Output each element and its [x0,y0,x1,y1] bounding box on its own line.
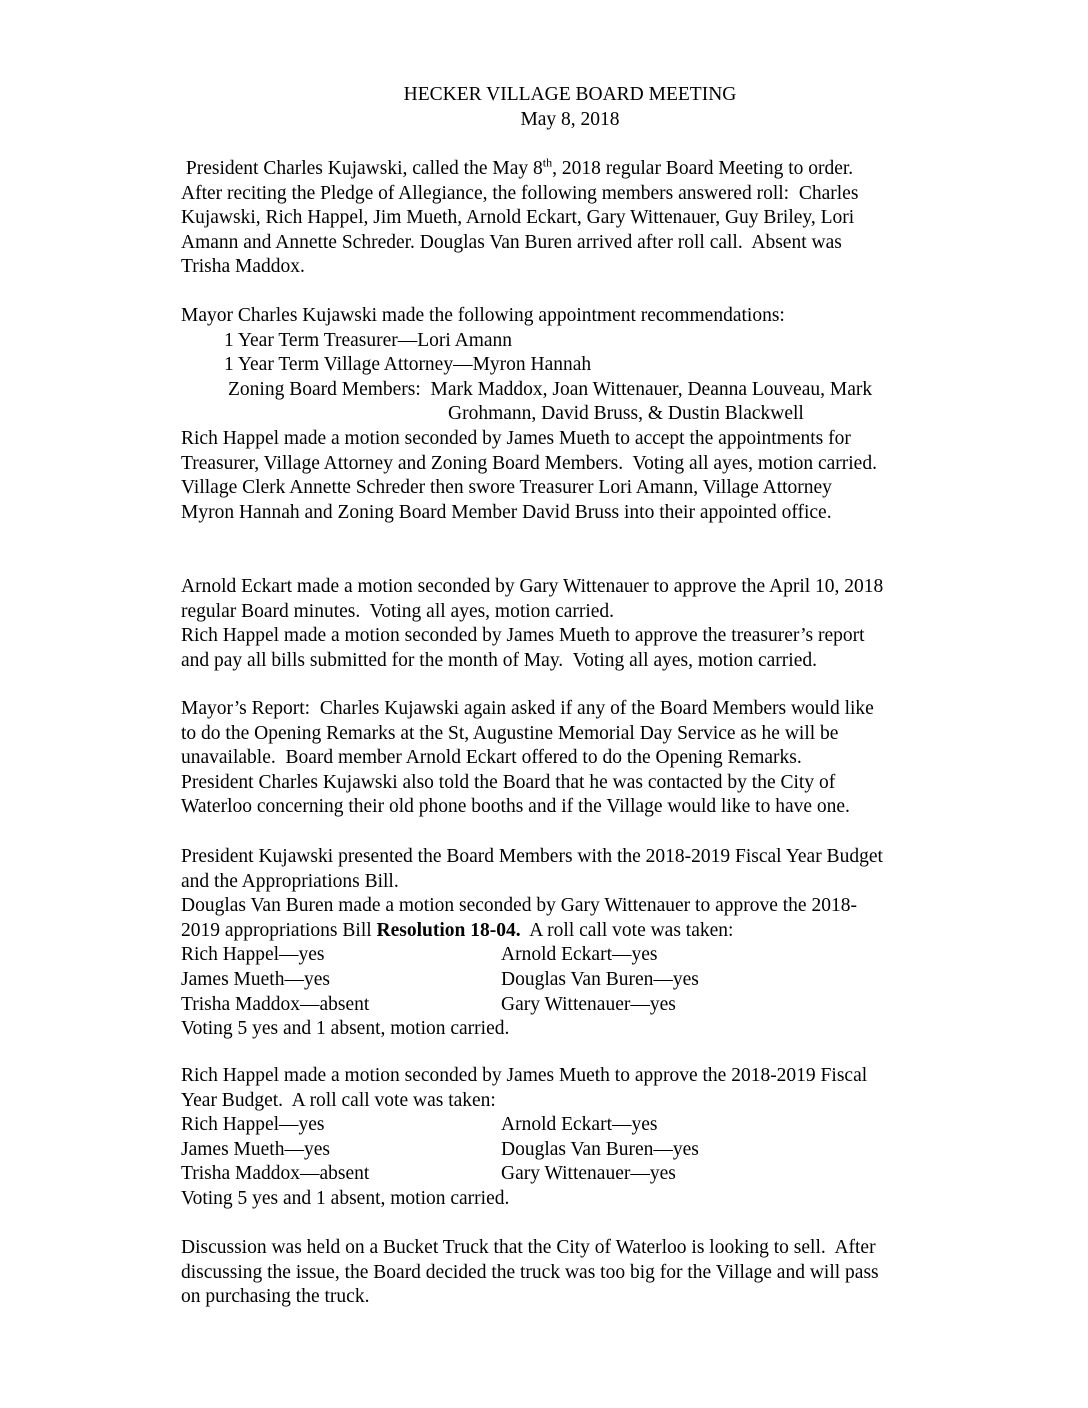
text-line: Discussion was held on a Bucket Truck that the City of Waterloo is looking to sell. After [181,1237,876,1258]
document-title: HECKER VILLAGE BOARD MEETING [403,84,737,105]
vote-result: Voting 5 yes and 1 absent, motion carried. [181,1187,510,1209]
paragraph-treasurer-report [181,624,981,673]
vote-result: Voting 5 yes and 1 absent, motion carried. [181,1018,510,1040]
meeting-date: May 8, 2018 [520,108,620,130]
text-line: unavailable. Board member Arnold Eckart offered to do the Opening Remarks. [181,747,802,769]
paragraph-budget [181,1064,981,1212]
text-line [181,919,981,944]
resolution-number: Resolution 18-04. [376,919,521,941]
superscript: th [542,155,553,170]
text-line: Trisha Maddox. [181,256,305,278]
appointment-item: 1 Year Term Village Attorney—Myron Hannah [224,354,592,376]
vote-row [181,968,981,993]
vote-left: Rich Happel—yes [181,944,325,966]
text-line: and the Appropriations Bill. [181,870,399,892]
text-line: Treasurer, Village Attorney and Zoning Board Members. Voting all ayes, motion carried. [181,452,877,474]
vote-row [181,1113,981,1138]
text-line: to do the Opening Remarks at the St, Augustine Memorial Day Service as he will be [181,722,839,744]
paragraph-appropriations [181,845,981,1042]
text-line: After reciting the Pledge of Allegiance, the following members answered roll: Charles [181,182,859,204]
text-line: discussing the issue, the Board decided the truck was too big for the Village and will pass [181,1261,879,1283]
appointment-item-continued: Grohmann, David Bruss, & Dustin Blackwell [448,403,804,425]
text-line: Kujawski, Rich Happel, Jim Mueth, Arnold Eckart, Gary Wittenauer, Guy Briley, Lori [181,207,855,229]
vote-left: James Mueth—yes [181,1138,330,1160]
vote-row [181,1162,981,1187]
paragraph-minutes-approval [181,575,981,624]
text-line: Rich Happel made a motion seconded by James Mueth to accept the appointments for [181,427,851,449]
paragraph-appointments [181,304,981,525]
text-line: Mayor Charles Kujawski made the following appointment recommendations: [181,305,785,326]
vote-left: Trisha Maddox—absent [181,1163,370,1185]
text-line: Rich Happel made a motion seconded by James Mueth to approve the treasurer’s report [181,625,865,646]
vote-row [181,1138,981,1163]
text-line: Waterloo concerning their old phone booths and if the Village would like to have one. [181,796,850,818]
vote-right: Douglas Van Buren—yes [501,968,699,990]
vote-left: Rich Happel—yes [181,1114,325,1136]
text-line: Rich Happel made a motion seconded by James Mueth to approve the 2018-2019 Fiscal [181,1065,868,1086]
text-span: , 2018 regular Board Meeting to order. [552,158,854,179]
vote-left: Trisha Maddox—absent [181,993,370,1015]
text-line: Arnold Eckart made a motion seconded by Gary Wittenauer to approve the April 10, 2018 [181,576,884,597]
text-line: President Kujawski presented the Board Members with the 2018-2019 Fiscal Year Budget [181,846,883,867]
appointment-item: Zoning Board Members: Mark Maddox, Joan Wittenauer, Deanna Louveau, Mark [228,378,873,400]
text-line [181,157,981,182]
document-header [0,83,1088,132]
vote-right: Douglas Van Buren—yes [501,1138,699,1160]
vote-row [181,943,981,968]
text-line: Myron Hannah and Zoning Board Member David Bruss into their appointed office. [181,501,832,523]
text-span: 2019 appropriations Bill [181,919,377,941]
vote-left: James Mueth—yes [181,968,330,990]
text-line: Village Clerk Annette Schreder then swore Treasurer Lori Amann, Village Attorney [181,477,832,499]
text-line: regular Board minutes. Voting all ayes, motion carried. [181,600,615,622]
paragraph-call-to-order [181,157,981,280]
vote-right: Arnold Eckart—yes [501,944,658,966]
vote-right: Gary Wittenauer—yes [501,993,676,1015]
text-span: A roll call vote was taken: [520,919,734,941]
text-line: President Charles Kujawski also told the Board that he was contacted by the City of [181,771,836,793]
paragraph-bucket-truck [181,1236,981,1310]
text-line: Amann and Annette Schreder. Douglas Van Buren arrived after roll call. Absent was [181,231,842,253]
text-line: Douglas Van Buren made a motion seconded by Gary Wittenauer to approve the 2018- [181,895,857,917]
text-line: and pay all bills submitted for the month of May. Voting all ayes, motion carried. [181,649,817,671]
vote-row [181,993,981,1018]
text-line: Mayor’s Report: Charles Kujawski again asked if any of the Board Members would like [181,698,874,719]
text-span: President Charles Kujawski, called the May 8 [181,158,543,179]
paragraph-mayors-report [181,697,981,820]
appointment-item: 1 Year Term Treasurer—Lori Amann [224,329,513,351]
text-line: on purchasing the truck. [181,1286,370,1308]
text-line: Year Budget. A roll call vote was taken: [181,1089,496,1111]
vote-right: Arnold Eckart—yes [501,1114,658,1136]
vote-right: Gary Wittenauer—yes [501,1163,676,1185]
